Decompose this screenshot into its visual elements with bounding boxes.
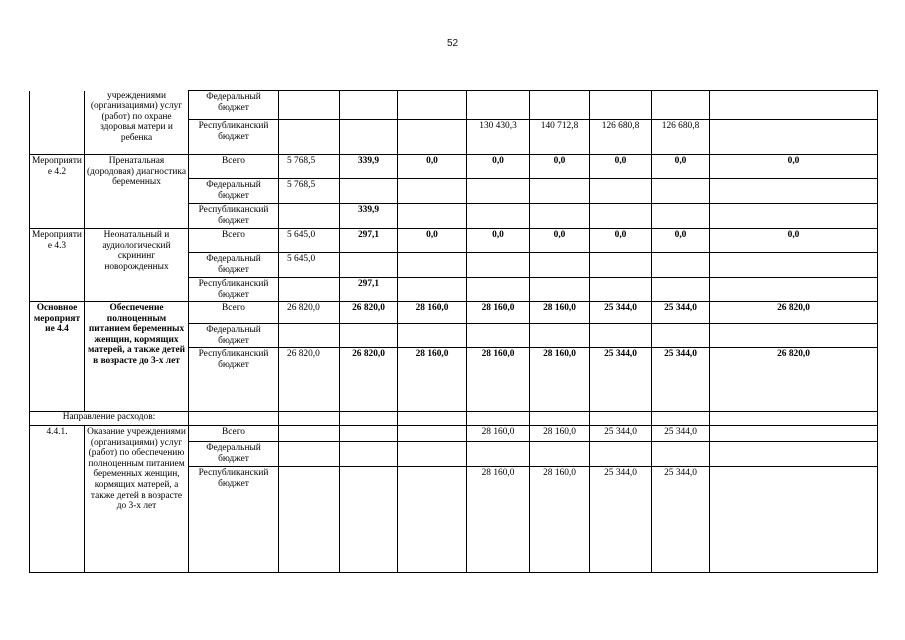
value-cell <box>398 179 467 204</box>
value-cell <box>279 467 340 573</box>
value-cell: 0,0 <box>398 155 467 179</box>
table-row <box>30 91 878 120</box>
value-cell: 297,1 <box>340 278 398 302</box>
value-cell <box>710 91 878 120</box>
value-cell: 0,0 <box>710 229 878 253</box>
value-cell <box>590 442 652 467</box>
value-cell: 339,9 <box>340 155 398 179</box>
source-cell: Федеральный бюджет <box>189 179 279 204</box>
value-cell <box>340 467 398 573</box>
value-cell <box>652 204 710 229</box>
value-cell <box>652 179 710 204</box>
value-cell <box>398 324 467 348</box>
value-cell: 25 344,0 <box>590 348 652 412</box>
value-cell <box>652 278 710 302</box>
value-cell: 25 344,0 <box>652 348 710 412</box>
value-cell <box>590 278 652 302</box>
code-cell: Основное мероприятие 4.4 <box>30 302 85 412</box>
value-cell <box>530 442 590 467</box>
value-cell: 28 160,0 <box>530 467 590 573</box>
value-cell: 26 820,0 <box>340 302 398 324</box>
event-name-cell: учреждениями (организациями) услуг (работ) по охране здоровья матери и ребенка <box>85 91 189 155</box>
value-cell <box>340 253 398 278</box>
event-name-cell: Оказание учреждениями (организациями) услуг (работ) по обеспечению полноценным питанием беременных женщин, кормящих матерей, а также детей в возрасте до 3-х лет <box>85 426 189 573</box>
value-cell: 5 768,5 <box>279 155 340 179</box>
source-cell: Федеральный бюджет <box>189 91 279 120</box>
value-cell <box>590 91 652 120</box>
value-cell <box>279 120 340 155</box>
direction-label: Направление расходов: <box>30 412 189 426</box>
value-cell <box>590 253 652 278</box>
value-cell: 25 344,0 <box>652 302 710 324</box>
table-row <box>30 426 878 442</box>
value-cell <box>710 179 878 204</box>
value-cell <box>710 204 878 229</box>
value-cell <box>467 91 530 120</box>
value-cell <box>652 91 710 120</box>
value-cell: 28 160,0 <box>467 426 530 442</box>
value-cell <box>710 412 878 426</box>
value-cell <box>398 426 467 442</box>
value-cell: 5 645,0 <box>279 229 340 253</box>
value-cell <box>189 412 279 426</box>
value-cell: 0,0 <box>530 155 590 179</box>
table-row <box>30 229 878 253</box>
budget-table <box>29 90 878 573</box>
value-cell <box>530 179 590 204</box>
source-cell: Республиканский бюджет <box>189 467 279 573</box>
value-cell <box>710 120 878 155</box>
value-cell: 28 160,0 <box>467 302 530 324</box>
value-cell: 130 430,3 <box>467 120 530 155</box>
value-cell: 0,0 <box>590 155 652 179</box>
value-cell <box>398 442 467 467</box>
value-cell: 0,0 <box>398 229 467 253</box>
value-cell <box>530 324 590 348</box>
value-cell: 26 820,0 <box>340 348 398 412</box>
value-cell: 28 160,0 <box>467 348 530 412</box>
value-cell <box>710 278 878 302</box>
value-cell <box>279 278 340 302</box>
value-cell: 297,1 <box>340 229 398 253</box>
value-cell <box>398 467 467 573</box>
value-cell <box>340 91 398 120</box>
value-cell <box>590 412 652 426</box>
source-cell: Республиканский бюджет <box>189 348 279 412</box>
value-cell <box>398 91 467 120</box>
source-cell: Республиканский бюджет <box>189 120 279 155</box>
value-cell <box>279 324 340 348</box>
value-cell: 26 820,0 <box>710 302 878 324</box>
source-cell: Республиканский бюджет <box>189 204 279 229</box>
value-cell <box>710 324 878 348</box>
value-cell: 25 344,0 <box>590 467 652 573</box>
source-cell: Федеральный бюджет <box>189 324 279 348</box>
value-cell: 339,9 <box>340 204 398 229</box>
source-cell: Республиканский бюджет <box>189 278 279 302</box>
value-cell <box>340 179 398 204</box>
value-cell <box>590 179 652 204</box>
value-cell <box>467 278 530 302</box>
value-cell: 140 712,8 <box>530 120 590 155</box>
code-cell <box>30 91 85 155</box>
value-cell: 0,0 <box>652 155 710 179</box>
code-cell: 4.4.1. <box>30 426 85 573</box>
value-cell <box>398 412 467 426</box>
value-cell <box>467 412 530 426</box>
value-cell <box>652 442 710 467</box>
table-row <box>30 412 878 426</box>
value-cell <box>530 412 590 426</box>
value-cell <box>398 278 467 302</box>
value-cell: 0,0 <box>590 229 652 253</box>
value-cell: 25 344,0 <box>590 426 652 442</box>
value-cell: 25 344,0 <box>652 467 710 573</box>
value-cell: 0,0 <box>467 229 530 253</box>
value-cell <box>710 467 878 573</box>
table-row <box>30 302 878 324</box>
value-cell <box>590 324 652 348</box>
value-cell <box>340 412 398 426</box>
event-name-cell: Обеспечение полноценным питанием беременных женщин, кормящих матерей, а также детей в возрасте до 3-х лет <box>85 302 189 412</box>
value-cell <box>279 204 340 229</box>
value-cell <box>530 253 590 278</box>
value-cell <box>279 442 340 467</box>
code-cell: Мероприятие 4.3 <box>30 229 85 302</box>
value-cell <box>340 442 398 467</box>
value-cell <box>710 253 878 278</box>
value-cell: 28 160,0 <box>467 467 530 573</box>
value-cell: 28 160,0 <box>398 348 467 412</box>
value-cell <box>590 204 652 229</box>
value-cell: 0,0 <box>467 155 530 179</box>
value-cell <box>530 204 590 229</box>
value-cell <box>710 442 878 467</box>
value-cell: 25 344,0 <box>590 302 652 324</box>
source-cell: Всего <box>189 229 279 253</box>
value-cell: 5 645,0 <box>279 253 340 278</box>
value-cell: 126 680,8 <box>652 120 710 155</box>
event-name-cell: Неонатальный и аудиологический скрининг новорожденных <box>85 229 189 302</box>
source-cell: Всего <box>189 426 279 442</box>
value-cell: 28 160,0 <box>398 302 467 324</box>
value-cell <box>710 426 878 442</box>
value-cell <box>467 442 530 467</box>
value-cell <box>652 324 710 348</box>
value-cell: 26 820,0 <box>710 348 878 412</box>
value-cell: 0,0 <box>710 155 878 179</box>
value-cell <box>340 426 398 442</box>
table-row <box>30 155 878 179</box>
event-name-cell: Пренатальная (дородовая) диагностика беременных <box>85 155 189 229</box>
value-cell: 25 344,0 <box>652 426 710 442</box>
value-cell <box>279 91 340 120</box>
value-cell <box>398 120 467 155</box>
value-cell <box>530 278 590 302</box>
value-cell: 26 820,0 <box>279 302 340 324</box>
value-cell <box>340 120 398 155</box>
value-cell: 28 160,0 <box>530 348 590 412</box>
value-cell <box>652 253 710 278</box>
value-cell: 28 160,0 <box>530 426 590 442</box>
value-cell <box>279 426 340 442</box>
source-cell: Всего <box>189 302 279 324</box>
value-cell: 5 768,5 <box>279 179 340 204</box>
source-cell: Федеральный бюджет <box>189 253 279 278</box>
value-cell <box>467 179 530 204</box>
source-cell: Всего <box>189 155 279 179</box>
value-cell: 26 820,0 <box>279 348 340 412</box>
value-cell: 28 160,0 <box>530 302 590 324</box>
value-cell <box>467 253 530 278</box>
value-cell <box>467 324 530 348</box>
value-cell <box>398 253 467 278</box>
value-cell: 0,0 <box>530 229 590 253</box>
value-cell <box>340 324 398 348</box>
value-cell: 126 680,8 <box>590 120 652 155</box>
value-cell <box>398 204 467 229</box>
source-cell: Федеральный бюджет <box>189 442 279 467</box>
page-number: 52 <box>446 38 459 49</box>
value-cell <box>467 204 530 229</box>
value-cell <box>279 412 340 426</box>
value-cell <box>530 91 590 120</box>
code-cell: Мероприятие 4.2 <box>30 155 85 229</box>
value-cell: 0,0 <box>652 229 710 253</box>
value-cell <box>652 412 710 426</box>
